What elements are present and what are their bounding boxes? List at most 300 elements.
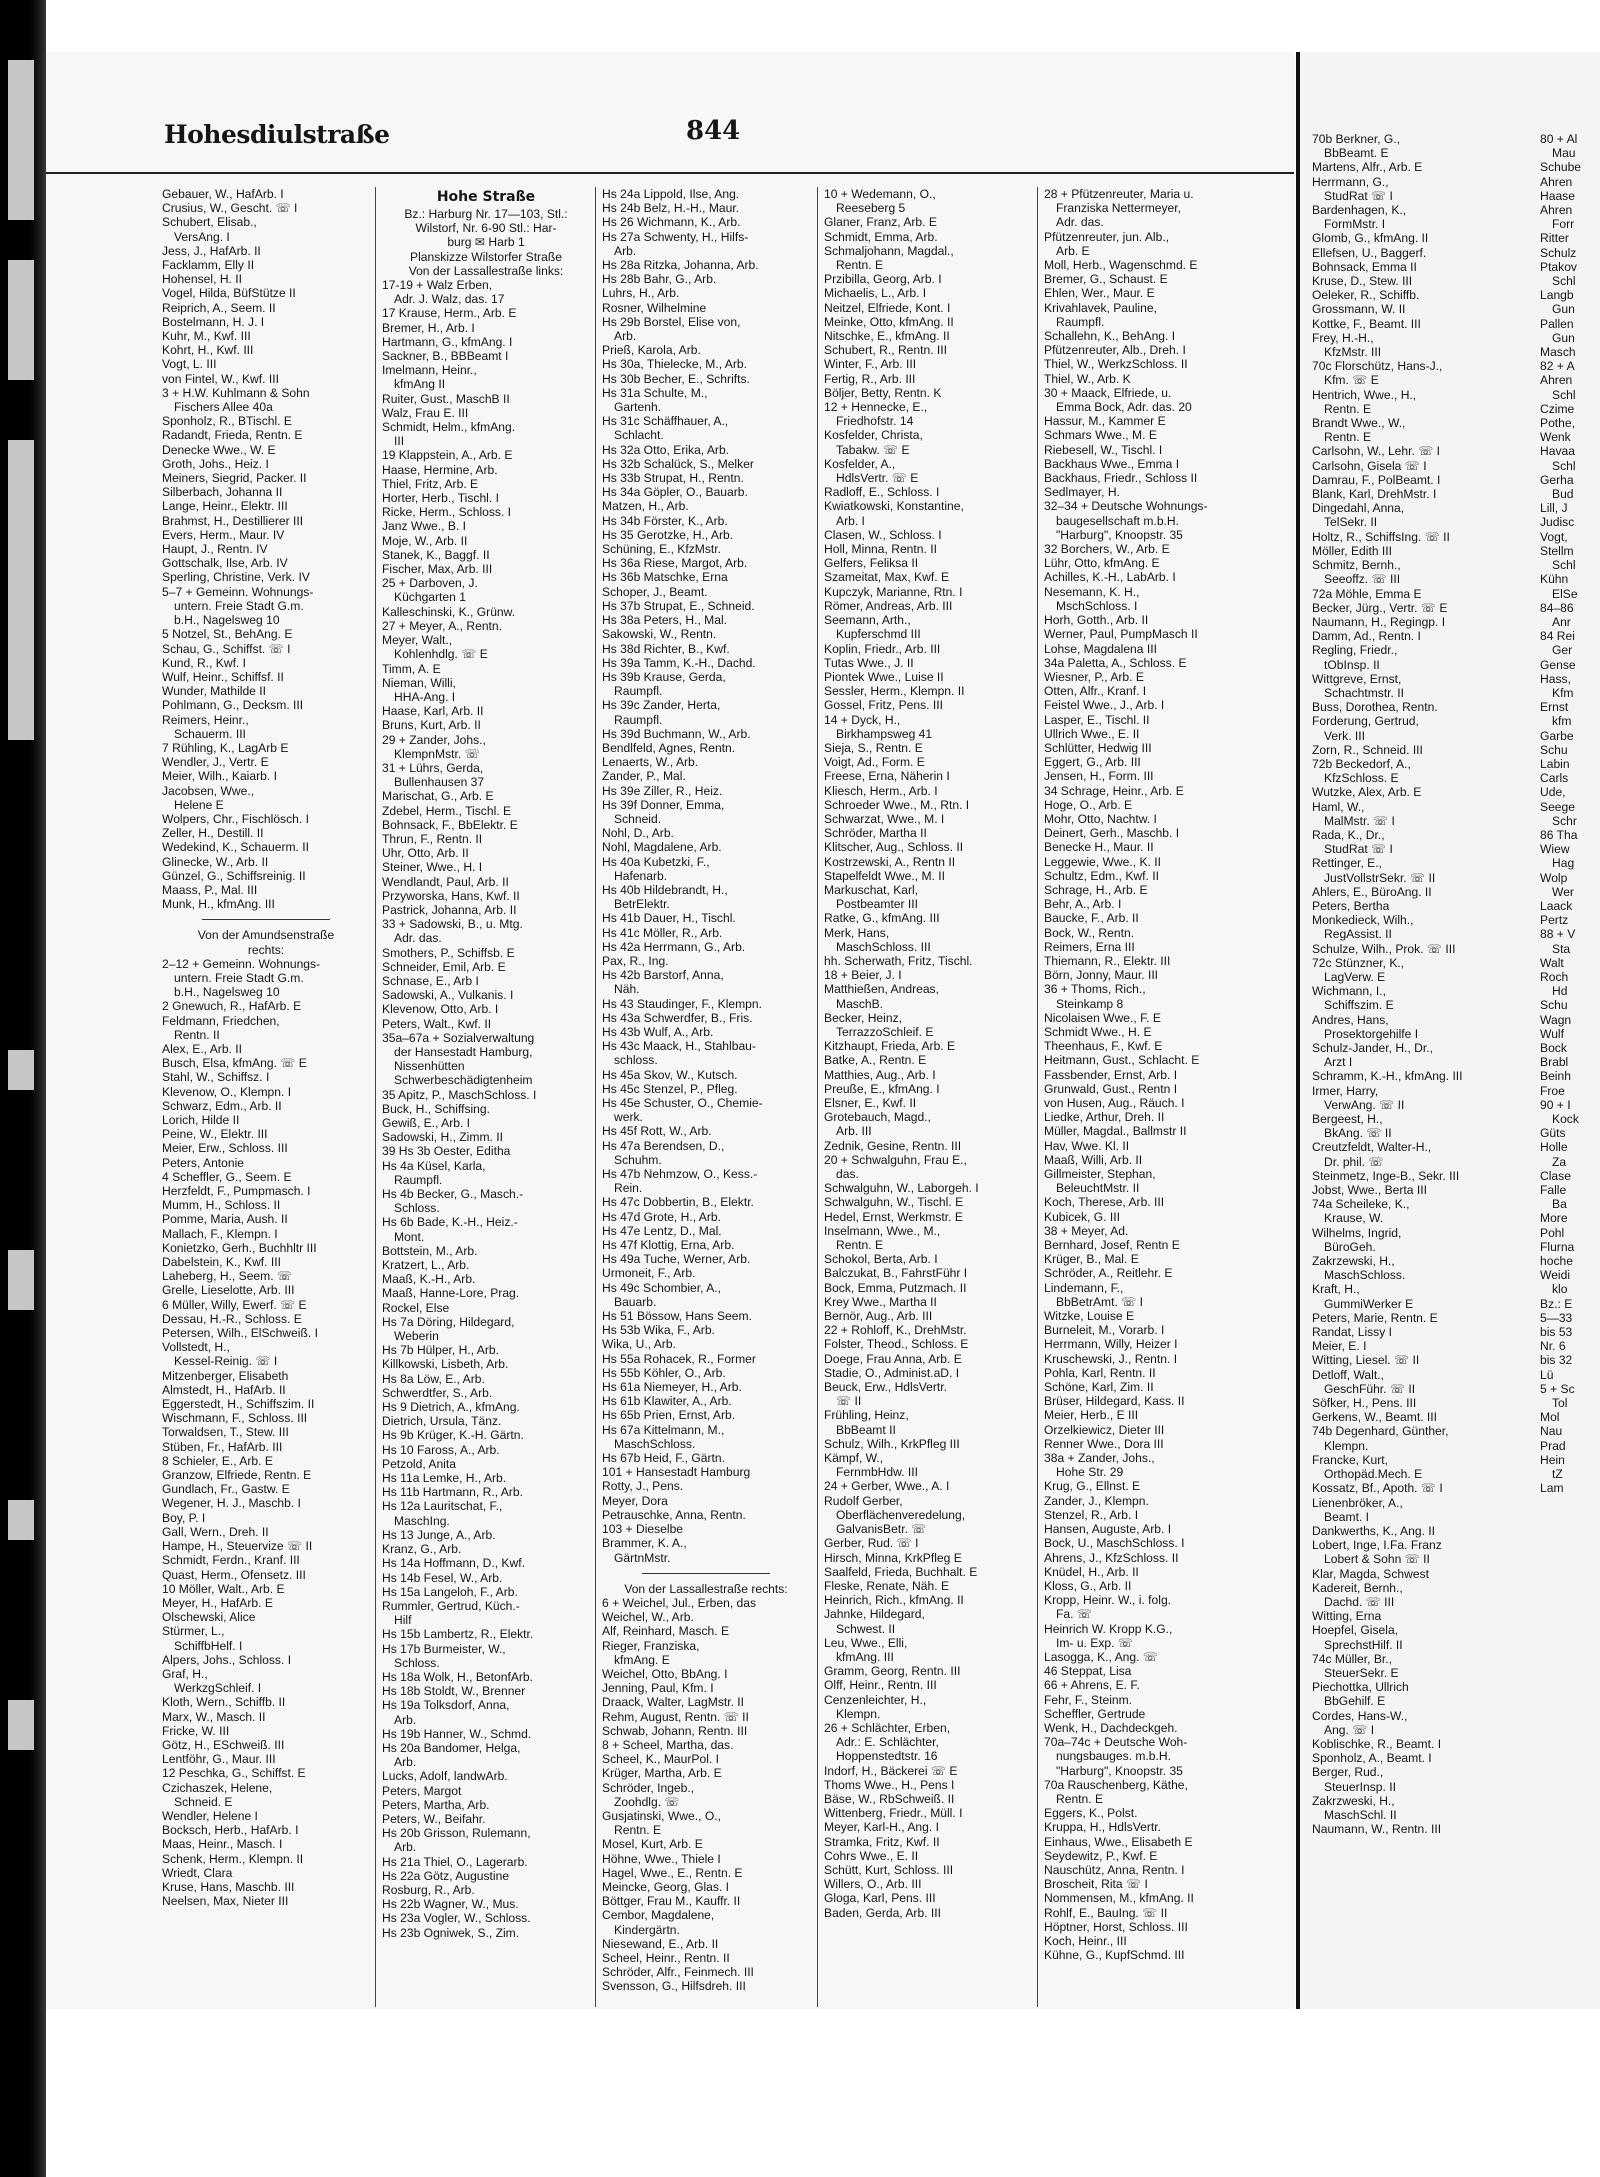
directory-entry: Küchgarten 1 xyxy=(394,590,466,605)
adjacent-entry: Meier, E. I xyxy=(1312,1339,1367,1354)
directory-entry: Brahmst, H., Destillierer III xyxy=(162,513,304,528)
directory-entry: Hs 20a Bandomer, Helga, xyxy=(382,1740,521,1755)
directory-entry: Zander, J., Klempn. xyxy=(1044,1493,1149,1508)
directory-entry: Hs 42b Barstorf, Anna, xyxy=(602,968,724,983)
adjacent-entry: Walt xyxy=(1540,955,1564,970)
directory-entry: Eggerstedt, H., Schiffszim. II xyxy=(162,1397,315,1412)
adjacent-entry: Holle xyxy=(1540,1140,1568,1155)
directory-entry: Kranz, G., Arb. xyxy=(382,1542,462,1557)
adjacent-entry: FormMstr. I xyxy=(1324,217,1386,232)
directory-entry: Cembor, Magdalene, xyxy=(602,1908,715,1923)
directory-entry: Zednik, Gesine, Rentn. III xyxy=(824,1138,962,1153)
directory-entry: Beuck, Erw., HdlsVertr. xyxy=(824,1380,947,1395)
adjacent-entry: MaschSchloss. xyxy=(1324,1268,1406,1283)
directory-entry: Alex, E., Arb. II xyxy=(162,1041,242,1056)
edge-mark xyxy=(8,60,34,220)
directory-entry: baugesellschaft m.b.H. xyxy=(1056,513,1180,528)
directory-entry: Lenaerts, W., Arb. xyxy=(602,755,699,770)
directory-entry: Balczukat, B., FahrstFühr I xyxy=(824,1266,968,1281)
directory-entry: GärtnMstr. xyxy=(614,1550,671,1565)
directory-entry: Schneid. E xyxy=(174,1794,233,1809)
adjacent-page xyxy=(1296,52,1600,2009)
directory-entry: Rein. xyxy=(614,1181,643,1196)
directory-entry: 70a–74c + Deutsche Woh- xyxy=(1044,1735,1188,1750)
directory-entry: Kratzert, L., Arb. xyxy=(382,1258,470,1273)
directory-entry: Hedel, Ernst, Werkmstr. E xyxy=(824,1209,963,1224)
adjacent-entry: 82 + A xyxy=(1540,359,1575,374)
directory-entry: 22 + Rohloff, K., DrehMstr. xyxy=(824,1323,967,1338)
adjacent-entry: Forderung, Gertrud, xyxy=(1312,714,1419,729)
directory-entry: Hs 30a, Thielecke, M., Arb. xyxy=(602,357,747,372)
adjacent-entry: Wichmann, I., xyxy=(1312,984,1386,999)
adjacent-entry: Kossatz, Bf., Apoth. ☏ I xyxy=(1312,1481,1443,1496)
adjacent-entry: Kraft, H., xyxy=(1312,1282,1360,1297)
directory-entry: Hohe Straße xyxy=(436,189,536,205)
directory-entry: MaschSchloss. xyxy=(614,1436,696,1451)
directory-entry: Krüger, B., Mal. E xyxy=(1044,1252,1139,1267)
directory-entry: Hirsch, Minna, KrkPfleg E xyxy=(824,1550,962,1565)
directory-entry: Hafenarb. xyxy=(614,868,668,883)
directory-entry: Klempn. xyxy=(836,1706,881,1721)
directory-entry: 8 + Scheel, Martha, das. xyxy=(602,1737,734,1752)
directory-entry: Haase, Karl, Arb. II xyxy=(382,704,484,719)
directory-entry: Gloga, Karl, Pens. III xyxy=(824,1891,936,1906)
columns-area xyxy=(162,187,1292,2007)
directory-entry: Hs 9b Krüger, K.-H. Gärtn. xyxy=(382,1428,524,1443)
directory-entry: Hs 40a Kubetzki, F., xyxy=(602,854,710,869)
directory-entry: Urmoneit, F., Arb. xyxy=(602,1266,696,1281)
directory-entry: Helene E xyxy=(174,797,224,812)
directory-entry: Scheel, K., MaurPol. I xyxy=(602,1752,719,1767)
adjacent-entry: Dankwerths, K., Ang. II xyxy=(1312,1523,1436,1538)
directory-entry: Pohlmann, G., Decksm. III xyxy=(162,698,304,713)
directory-entry: 18 + Beier, J. I xyxy=(824,968,902,983)
directory-entry: Hs 7a Döring, Hildegard, xyxy=(382,1314,515,1329)
adjacent-entry: Jobst, Wwe., Berta III xyxy=(1312,1183,1427,1198)
directory-entry: Rentn. E xyxy=(836,1238,884,1253)
directory-entry: Denecke Wwe., W. E xyxy=(162,442,276,457)
directory-entry: Thiemann, R., Elektr. III xyxy=(1044,953,1171,968)
directory-entry: Hs 22a Götz, Augustine xyxy=(382,1868,510,1883)
adjacent-entry: Flurna xyxy=(1540,1239,1575,1254)
adjacent-entry: Witting, Liesel. ☏ II xyxy=(1312,1353,1420,1368)
directory-entry: Kupferschmd III xyxy=(836,627,921,642)
adjacent-entry: Carlsohn, Gisela ☏ I xyxy=(1312,458,1427,473)
directory-entry: Schroeder Wwe., M., Rtn. I xyxy=(824,797,970,812)
adjacent-entry: Ahren xyxy=(1540,203,1573,218)
adjacent-entry: Kruse, D., Stew. III xyxy=(1312,274,1413,289)
adjacent-entry: 5 + Sc xyxy=(1540,1381,1575,1396)
section-rule xyxy=(642,1565,770,1574)
directory-entry: Kessel-Reinig. ☏ I xyxy=(174,1354,278,1369)
directory-entry: Niesewand, E., Arb. II xyxy=(602,1936,719,1951)
directory-entry: 2 Gnewuch, R., HafArb. E xyxy=(162,999,302,1014)
directory-entry: Hs 11b Hartmann, R., Arb. xyxy=(382,1485,523,1500)
directory-entry: Arb. xyxy=(614,243,637,258)
directory-entry: "Harburg", Knoopstr. 35 xyxy=(1056,1763,1183,1778)
directory-entry: Hs 34a Göpler, O., Bauarb. xyxy=(602,485,748,500)
directory-entry: Ullrich Wwe., E. II xyxy=(1044,726,1140,741)
directory-entry: Pohla, Karl, Rentn. II xyxy=(1044,1365,1156,1380)
edge-mark xyxy=(8,1250,34,1310)
adjacent-entry: Rada, K., Dr., xyxy=(1312,827,1385,842)
directory-entry: Rentn. E xyxy=(1056,1791,1104,1806)
directory-entry: Meyer, H., HafArb. E xyxy=(162,1595,273,1610)
directory-entry: untern. Freie Stadt G.m. xyxy=(174,598,304,613)
directory-entry: Bernhard, Josef, Rentn E xyxy=(1044,1238,1180,1253)
directory-entry: kfmAng. E xyxy=(614,1652,670,1667)
directory-entry: Weichel, W., Arb. xyxy=(602,1610,694,1625)
adjacent-entry: Schl xyxy=(1552,387,1576,402)
directory-entry: Planskizze Wilstorfer Straße xyxy=(410,249,562,264)
adjacent-entry: 86 Tha xyxy=(1540,827,1578,842)
directory-entry: Fischers Allee 40a xyxy=(174,400,273,415)
directory-entry: 12 + Hennecke, E., xyxy=(824,400,928,415)
directory-entry: Gusjatinski, Wwe., O., xyxy=(602,1808,721,1823)
directory-entry: Lasogga, K., Ang. ☏ xyxy=(1044,1649,1158,1664)
directory-entry: Baucke, F., Arb. II xyxy=(1044,911,1139,926)
adjacent-entry: StudRat ☏ I xyxy=(1324,188,1393,203)
directory-entry: BetrElektr. xyxy=(614,897,670,912)
adjacent-entry: Lill, J xyxy=(1540,501,1568,516)
directory-entry: 24 + Gerber, Wwe., A. I xyxy=(824,1479,950,1494)
directory-entry: HdlsVertr. ☏ E xyxy=(836,471,919,486)
directory-entry: Vollstedt, H., xyxy=(162,1340,230,1355)
directory-entry: Hs 14b Fesel, W., Arb. xyxy=(382,1570,503,1585)
adjacent-entry: Klar, Magda, Schwest xyxy=(1312,1566,1429,1581)
directory-entry: Petersen, Wilh., ElSchweiß. I xyxy=(162,1326,318,1341)
adjacent-entry: Herrmann, G., xyxy=(1312,174,1389,189)
adjacent-entry: Clase xyxy=(1540,1168,1571,1183)
adjacent-entry: Ernst xyxy=(1540,700,1569,715)
adjacent-entry: Wolp xyxy=(1540,870,1568,885)
directory-entry: Meyer, Walt., xyxy=(382,633,453,648)
directory-entry: Werner, Paul, PumpMasch II xyxy=(1044,627,1198,642)
directory-entry: Hs 10 Faross, A., Arb. xyxy=(382,1442,500,1457)
directory-entry: 14 + Dyck, H., xyxy=(824,712,901,727)
adjacent-entry: Ptakov xyxy=(1540,259,1577,274)
directory-entry: Theenhaus, F., Kwf. E xyxy=(1044,1039,1163,1054)
directory-entry: Raumpfl. xyxy=(614,684,663,699)
directory-entry: Moje, W., Arb. II xyxy=(382,533,468,548)
directory-entry: Hav, Wwe. Kl. II xyxy=(1044,1138,1130,1153)
directory-entry: 7 Rühling, K., LagArb E xyxy=(162,740,289,755)
adjacent-entry: bis 32 xyxy=(1540,1353,1573,1368)
directory-entry: Hs 29b Borstel, Elise von, xyxy=(602,314,741,329)
directory-entry: Hs 34b Förster, K., Arb. xyxy=(602,513,728,528)
directory-entry: Wulf, Heinr., Schiffsf. II xyxy=(162,669,284,684)
directory-entry: Timm, A. E xyxy=(382,661,441,676)
directory-entry: Mohr, Otto, Nachtw. I xyxy=(1044,811,1157,826)
directory-entry: KlempnMstr. ☏ xyxy=(394,746,480,761)
directory-entry: Feldmann, Friedchen, xyxy=(162,1013,280,1028)
directory-entry: Petrauschke, Anna, Rentn. xyxy=(602,1507,746,1522)
directory-entry: Matthies, Aug., Arb. I xyxy=(824,1067,936,1082)
adjacent-entry: Schl xyxy=(1552,274,1576,289)
directory-entry: Schlütter, Hedwig III xyxy=(1044,740,1152,755)
directory-entry: Schallehn, K., BehAng. I xyxy=(1044,329,1176,344)
adjacent-entry: Hein xyxy=(1540,1452,1565,1467)
directory-entry: Hs 39d Buchmann, W., Arb. xyxy=(602,726,751,741)
directory-entry: 38a + Zander, Johs., xyxy=(1044,1451,1155,1466)
directory-entry: burg ✉ Harb 1 xyxy=(447,235,525,250)
directory-entry: Hs 4b Becker, G., Masch.- xyxy=(382,1187,524,1202)
directory-entry: Bz.: Harburg Nr. 17—103, Stl.: xyxy=(404,207,568,221)
directory-entry: Krug, G., Ellnst. E xyxy=(1044,1479,1141,1494)
directory-entry: Piontek Wwe., Luise II xyxy=(824,669,944,684)
directory-entry: Rentn. E xyxy=(836,258,884,273)
directory-entry: Hs 47f Klottig, Erna, Arb. xyxy=(602,1238,735,1253)
directory-entry: Feistel Wwe., J., Arb. I xyxy=(1044,698,1165,713)
directory-entry: Broscheit, Rita ☏ I xyxy=(1044,1877,1148,1892)
directory-entry: Sessler, Herm., Klempn. II xyxy=(824,684,965,699)
adjacent-entry: 72c Stünzner, K., xyxy=(1312,955,1405,970)
adjacent-entry: Hoepfel, Gisela, xyxy=(1312,1623,1399,1638)
directory-entry: Mosel, Kurt, Arb. E xyxy=(602,1837,703,1852)
adjacent-entry: Dingedahl, Anna, xyxy=(1312,501,1405,516)
adjacent-entry: Langb xyxy=(1540,288,1574,303)
directory-entry: Lentföhr, G., Maur. III xyxy=(162,1752,276,1767)
directory-entry: Haupt, J., Rentn. IV xyxy=(162,542,268,557)
directory-entry: Marischat, G., Arb. E xyxy=(382,789,494,804)
directory-entry: Doege, Frau Anna, Arb. E xyxy=(824,1351,962,1366)
directory-entry: Raumpfl. xyxy=(394,1172,443,1187)
directory-entry: Radloff, E., Schloss. I xyxy=(824,485,940,500)
adjacent-entry: Anr xyxy=(1552,614,1571,629)
adjacent-entry: Carlsohn, W., Lehr. ☏ I xyxy=(1312,444,1441,459)
edge-mark xyxy=(8,1700,34,1750)
directory-entry: Wriedt, Clara xyxy=(162,1865,233,1880)
adjacent-entry: Labin xyxy=(1540,756,1570,771)
directory-entry: Kwiatkowski, Konstantine, xyxy=(824,499,964,514)
directory-entry: Hagel, Wwe., E., Rentn. E xyxy=(602,1865,743,1880)
directory-entry: Markuschat, Karl, xyxy=(824,882,919,897)
adjacent-entry: JustVollstrSekr. ☏ II xyxy=(1324,870,1436,885)
directory-entry: Oberflächenveredelung, xyxy=(836,1507,966,1522)
directory-entry: kfmAng II xyxy=(394,377,446,392)
directory-entry: Peters, Walt., Kwf. II xyxy=(382,1016,492,1031)
directory-entry: Hansen, Auguste, Arb. I xyxy=(1044,1522,1172,1537)
adjacent-entry: Prad xyxy=(1540,1438,1566,1453)
adjacent-entry: MaschSchl. II xyxy=(1324,1807,1397,1822)
adjacent-entry: Vogt, xyxy=(1540,529,1568,544)
directory-entry: Hs 33b Strupat, H., Rentn. xyxy=(602,471,744,486)
directory-entry: Kalleschinski, K., Grünw. xyxy=(382,604,516,619)
directory-entry: Neitzel, Elfriede, Kont. I xyxy=(824,300,951,315)
directory-entry: Gerber, Rud. ☏ I xyxy=(824,1536,919,1551)
directory-entry: nungsbauges. m.b.H. xyxy=(1056,1749,1171,1764)
directory-entry: Backhaus Wwe., Emma I xyxy=(1044,456,1180,471)
adjacent-entry: Schramm, K.-H., kfmAng. III xyxy=(1312,1069,1463,1084)
directory-entry: Lucks, Adolf, landwArb. xyxy=(382,1769,508,1784)
adjacent-entry: VerwAng. ☏ II xyxy=(1324,1097,1405,1112)
adjacent-entry: Holtz, R., SchiffsIng. ☏ II xyxy=(1312,529,1450,544)
directory-entry: BbBeamt II xyxy=(836,1422,896,1437)
directory-entry: Hs 38d Richter, B., Kwf. xyxy=(602,641,730,656)
directory-entry: Hassur, M., Kammer E xyxy=(1044,414,1166,429)
directory-entry: Hs 42a Herrmann, G., Arb. xyxy=(602,939,746,954)
directory-entry: Schultz, Edm., Kwf. II xyxy=(1044,868,1159,883)
directory-entry: Jenning, Paul, Kfm. I xyxy=(602,1681,714,1696)
directory-entry: Hs 43a Schwerdfer, B., Fris. xyxy=(602,1010,753,1025)
adjacent-entry: 74c Müller, Br., xyxy=(1312,1651,1392,1666)
adjacent-entry: Bardenhagen, K., xyxy=(1312,203,1407,218)
adjacent-entry: Kfm. ☏ E xyxy=(1324,373,1379,388)
adjacent-entry: Stellm xyxy=(1540,543,1574,558)
adjacent-entry: Rentn. E xyxy=(1324,430,1372,445)
directory-entry: Reimers, Heinr., xyxy=(162,712,249,727)
directory-entry: Von der Amundsenstraße xyxy=(197,928,335,943)
directory-entry: Höptner, Horst, Schloss. III xyxy=(1044,1919,1188,1934)
adjacent-entry: StudRat ☏ I xyxy=(1324,842,1393,857)
adjacent-entry: Dr. phil. ☏ xyxy=(1324,1154,1384,1169)
directory-entry: Michaelis, L., Arb. I xyxy=(824,286,927,301)
adjacent-entry: Lü xyxy=(1540,1367,1554,1382)
directory-entry: Schütt, Kurt, Schloss. III xyxy=(824,1862,954,1877)
edge-mark xyxy=(8,1050,34,1090)
adjacent-entry: Rettinger, E., xyxy=(1312,856,1382,871)
directory-entry: Arb. I xyxy=(836,513,865,528)
directory-entry: Freese, Erna, Näherin I xyxy=(824,769,950,784)
adjacent-entry: Brabl xyxy=(1540,1055,1569,1070)
directory-entry: Hampe, H., Steuervize ☏ II xyxy=(162,1539,313,1554)
directory-entry: Schröder, Martha II xyxy=(824,826,927,841)
directory-entry: Pax, R., Ing. xyxy=(602,953,669,968)
directory-entry: Sadowski, A., Vulkanis. I xyxy=(382,988,514,1003)
adjacent-entry: Sponholz, A., Beamt. I xyxy=(1312,1751,1432,1766)
directory-entry: Meiners, Siegrid, Packer. II xyxy=(162,471,307,486)
directory-entry: Rieger, Franziska, xyxy=(602,1638,700,1653)
directory-entry: Hohe Str. 29 xyxy=(1056,1465,1124,1480)
directory-entry: Koplin, Friedr., Arb. III xyxy=(824,641,941,656)
directory-entry: Mitzenberger, Elisabeth xyxy=(162,1368,289,1383)
directory-entry: Hs 17b Burmeister, W., xyxy=(382,1641,506,1656)
adjacent-entry: Ger xyxy=(1552,643,1573,658)
adjacent-entry: Naumann, W., Rentn. III xyxy=(1312,1822,1442,1837)
directory-entry: Weberin xyxy=(394,1329,439,1344)
directory-entry: Stürmer, L., xyxy=(162,1624,225,1639)
adjacent-entry: Haml, W., xyxy=(1312,799,1365,814)
directory-entry: Lasper, E., Tischl. II xyxy=(1044,712,1150,727)
directory-entry: Scheel, Heinr., Rentn. II xyxy=(602,1950,730,1965)
directory-entry: Hs 18a Wolk, H., BetonfArb. xyxy=(382,1669,534,1684)
directory-entry: Stenzel, R., Arb. I xyxy=(1044,1507,1139,1522)
directory-entry: 38 + Meyer, Ad. xyxy=(1044,1223,1129,1238)
directory-entry: Hs 39c Zander, Herta, xyxy=(602,698,721,713)
adjacent-entry: Garbe xyxy=(1540,728,1574,743)
directory-entry: 6 + Weichel, Jul., Erben, das xyxy=(602,1595,757,1610)
directory-entry: Wegener, H. J., Maschb. I xyxy=(162,1496,301,1511)
directory-entry: Stüben, Fr., HafArb. III xyxy=(162,1439,283,1454)
directory-entry: Hoge, O., Arb. E xyxy=(1044,797,1133,812)
directory-entry: Seemann, Arth., xyxy=(824,613,911,628)
directory-entry: Hs 14a Hoffmann, D., Kwf. xyxy=(382,1556,525,1571)
directory-entry: GalvanisBetr. ☏ xyxy=(836,1522,927,1537)
directory-entry: Arb. xyxy=(394,1840,417,1855)
directory-entry: Smothers, P., Schiffsb. E xyxy=(382,945,515,960)
adjacent-entry: Lobert & Sohn ☏ II xyxy=(1324,1552,1430,1567)
adjacent-entry: Hass, xyxy=(1540,671,1571,686)
directory-entry: Stramka, Fritz, Kwf. II xyxy=(824,1834,940,1849)
directory-entry: Hs 23b Ogniwek, S., Zim. xyxy=(382,1925,520,1940)
directory-entry: Höhne, Wwe., Thiele I xyxy=(602,1851,721,1866)
directory-entry: Meinke, Otto, kfmAng. II xyxy=(824,314,954,329)
directory-entry: 26 + Schlächter, Erben, xyxy=(824,1720,951,1735)
adjacent-entry: Damm, Ad., Rentn. I xyxy=(1312,629,1421,644)
directory-entry: Sedlmayer, H. xyxy=(1044,485,1120,500)
directory-entry: Meier, Wilh., Kaiarb. I xyxy=(162,769,277,784)
directory-entry: Moll, Herb., Wagenschmd. E xyxy=(1044,258,1198,273)
adjacent-entry: Pertz xyxy=(1540,913,1569,928)
adjacent-entry: Sta xyxy=(1552,941,1571,956)
directory-entry: Gillmeister, Stephan, xyxy=(1044,1167,1156,1182)
adjacent-entry: Koblischke, R., Beamt. I xyxy=(1312,1736,1442,1751)
directory-entry: Gartenh. xyxy=(614,400,662,415)
adjacent-entry: Gerha xyxy=(1540,472,1574,487)
directory-entry: Stadie, O., Administ.aD. I xyxy=(824,1365,960,1380)
directory-entry: Schmidt, Ferdn., Kranf. III xyxy=(162,1553,300,1568)
directory-entry: Horter, Herb., Tischl. I xyxy=(382,491,499,506)
directory-entry: Otten, Alfr., Kranf. I xyxy=(1044,684,1147,699)
directory-entry: Hs 47d Grote, H., Arb. xyxy=(602,1209,721,1224)
directory-entry: Heinrich, Rich., kfmAng. II xyxy=(824,1593,964,1608)
directory-entry: Hs 55a Rohacek, R., Former xyxy=(602,1351,756,1366)
directory-entry: Peters, W., Beifahr. xyxy=(382,1811,486,1826)
directory-entry: Hs 43c Maack, H., Stahlbau- xyxy=(602,1039,756,1054)
adjacent-entry: Froe xyxy=(1540,1083,1565,1098)
directory-entry: 28 + Pfützenreuter, Maria u. xyxy=(1044,187,1194,201)
adjacent-entry: Kühn xyxy=(1540,572,1569,587)
directory-entry: werk. xyxy=(614,1110,643,1125)
adjacent-entry: Gense xyxy=(1540,657,1576,672)
directory-entry: Achilles, K.-H., LabArb. I xyxy=(1044,570,1176,585)
directory-entry: Ruiter, Gust., MaschB II xyxy=(382,391,510,406)
directory-entry: Krivahlavek, Pauline, xyxy=(1044,300,1157,315)
adjacent-entry: Ude, xyxy=(1540,785,1566,800)
directory-entry: Maaß, K.-H., Arb. xyxy=(382,1272,476,1287)
directory-entry: Behr, A., Arb. I xyxy=(1044,897,1122,912)
directory-entry: Zdebel, Herm., Tischl. E xyxy=(382,803,512,818)
directory-entry: Peine, W., Elektr. III xyxy=(162,1127,268,1142)
directory-entry: Schenk, Herm., Klempn. II xyxy=(162,1851,304,1866)
directory-entry: Hs 11a Lemke, H., Arb. xyxy=(382,1471,507,1486)
directory-entry: Rehm, August, Rentn. ☏ II xyxy=(602,1709,749,1724)
adjacent-entry: Irmer, Harry, xyxy=(1312,1083,1379,1098)
adjacent-entry: Gun xyxy=(1552,302,1575,317)
directory-entry: Wilstorf, Nr. 6-90 Stl.: Har- xyxy=(415,221,557,236)
directory-entry: Meincke, Georg, Glas. I xyxy=(602,1879,730,1894)
directory-entry: Kruppa, H., HdlsVertr. xyxy=(1044,1820,1161,1835)
adjacent-entry: Kock xyxy=(1552,1112,1579,1127)
directory-entry: Nohl, Magdalene, Arb. xyxy=(602,840,722,855)
directory-entry: Facklamm, Elly II xyxy=(162,258,255,273)
directory-entry: Riebesell, W., Tischl. I xyxy=(1044,442,1163,457)
directory-entry: Hs 67a Kittelmann, M., xyxy=(602,1422,725,1437)
adjacent-entry: Prosektorgehilfe I xyxy=(1324,1026,1419,1041)
adjacent-entry: Piechottka, Ullrich xyxy=(1312,1680,1409,1695)
directory-entry: 35a–67a + Sozialverwaltung xyxy=(382,1030,535,1045)
directory-entry: Gall, Wern., Dreh. II xyxy=(162,1524,269,1539)
directory-entry: Krey Wwe., Martha II xyxy=(824,1294,937,1309)
directory-entry: Thrun, F., Rentn. II xyxy=(382,831,483,846)
directory-entry: Lühr, Otto, kfmAng. E xyxy=(1044,556,1160,571)
directory-entry: Arb. E xyxy=(1056,243,1090,258)
directory-entry: Raumpfl. xyxy=(1056,314,1105,329)
directory-entry: Schokol, Berta, Arb. I xyxy=(824,1252,938,1267)
directory-entry: 10 Möller, Walt., Arb. E xyxy=(162,1581,285,1596)
directory-entry: Bocksch, Herb., HafArb. I xyxy=(162,1823,299,1838)
directory-entry: Renner Wwe., Dora III xyxy=(1044,1436,1164,1451)
